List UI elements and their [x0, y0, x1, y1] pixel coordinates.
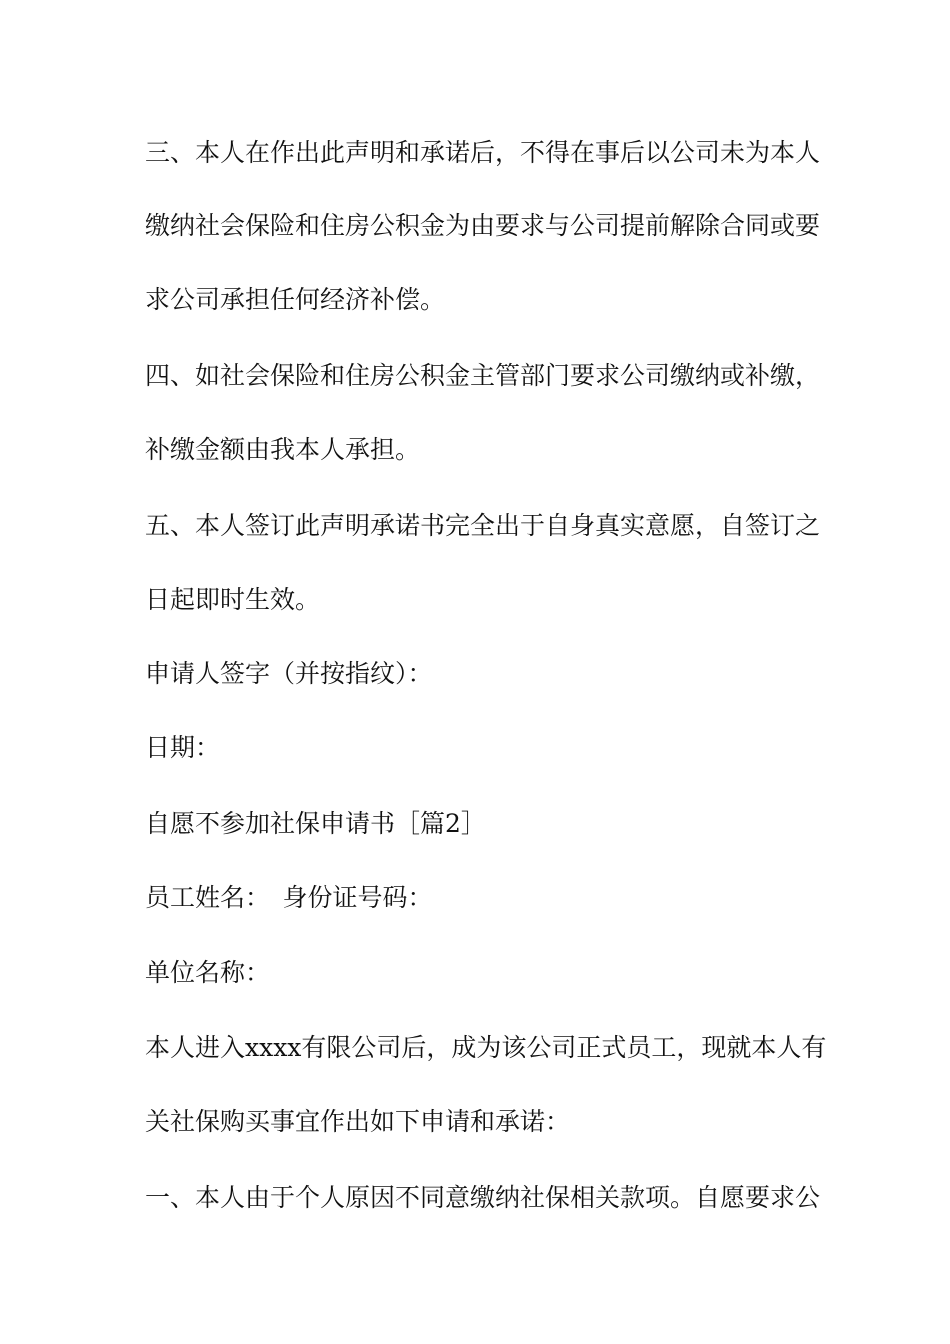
- paragraph-line: 本人进入xxxx有限公司后，成为该公司正式员工，现就本人有: [145, 1033, 827, 1062]
- paragraph-line: 关社保购买事宜作出如下申请和承诺：: [145, 1107, 571, 1136]
- section-title: 自愿不参加社保申请书［篇2］: [145, 809, 486, 838]
- signature-label: 申请人签字（并按指纹）：: [145, 659, 433, 688]
- company-name-label: 单位名称：: [145, 958, 271, 987]
- paragraph-line: 一、本人由于个人原因不同意缴纳社保相关款项。自愿要求公: [145, 1183, 821, 1212]
- paragraph-line: 三、本人在作出此声明和承诺后，不得在事后以公司未为本人: [145, 138, 821, 167]
- paragraph-line: 补缴金额由我本人承担。: [145, 435, 421, 464]
- paragraph-line: 求公司承担任何经济补偿。: [145, 285, 446, 314]
- paragraph-line: 日起即时生效。: [145, 585, 321, 614]
- date-label: 日期：: [145, 733, 221, 762]
- paragraph-line: 缴纳社会保险和住房公积金为由要求与公司提前解除合同或要: [145, 211, 821, 240]
- paragraph-line: 五、本人签订此声明承诺书完全出于自身真实意愿，自签订之: [145, 511, 821, 540]
- paragraph-line: 四、如社会保险和住房公积金主管部门要求公司缴纳或补缴，: [145, 361, 821, 390]
- employee-info-label: 员工姓名： 身份证号码：: [145, 883, 433, 912]
